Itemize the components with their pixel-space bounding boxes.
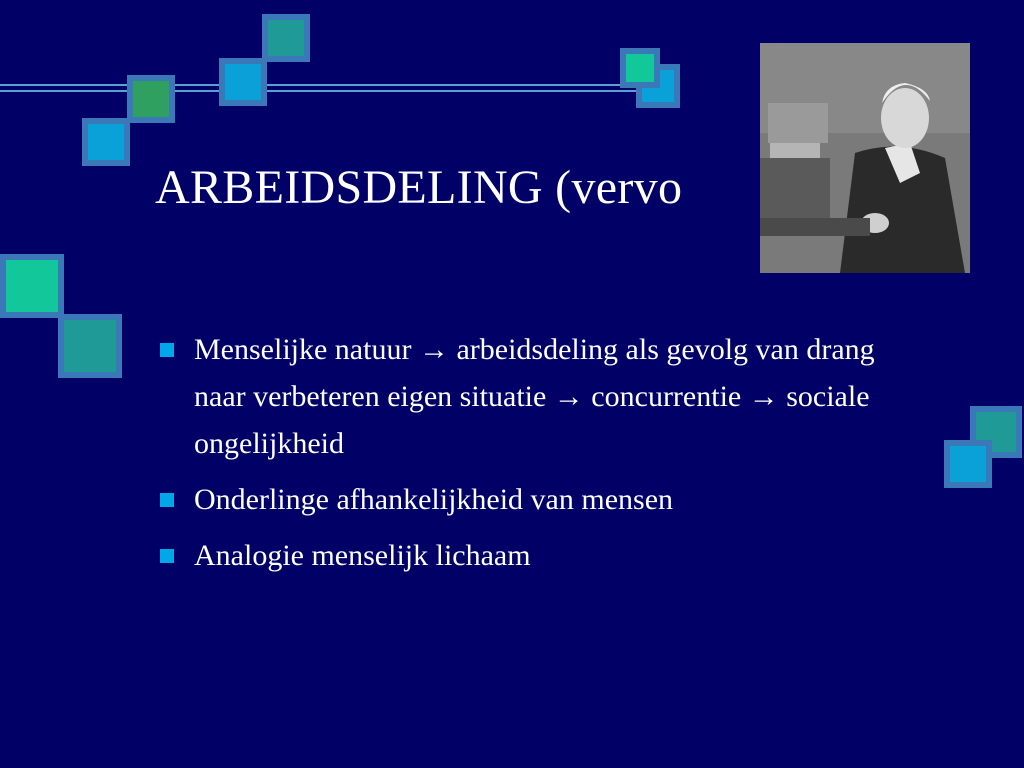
decor-square: [82, 118, 130, 166]
bullet-text: Menselijke natuur → arbeidsdeling als gevolg van drang naar verbeteren eigen situatie → concurrentie → sociale ongelijkheid: [194, 333, 875, 460]
decor-square: [944, 440, 992, 488]
bullet-item: [160, 532, 920, 579]
decor-square: [127, 75, 175, 123]
bullet-text: Onderlinge afhankelijkheid van mensen: [194, 483, 674, 516]
decor-square: [620, 48, 660, 88]
bullet-item: [160, 326, 920, 467]
bullet-square-icon: [160, 493, 174, 507]
decor-line: [0, 84, 660, 86]
bullet-list: [160, 326, 920, 588]
portrait-photo: [760, 43, 970, 273]
decor-line: [0, 90, 660, 92]
decor-square: [58, 314, 122, 378]
bullet-square-icon: [160, 343, 174, 357]
slide-title: ARBEIDSDELING (vervo: [155, 161, 683, 214]
decor-square: [0, 254, 64, 318]
bullet-item: [160, 476, 920, 523]
portrait-drawing: [760, 43, 970, 273]
decor-square: [262, 14, 310, 62]
bullet-text: Analogie menselijk lichaam: [194, 539, 531, 572]
decor-square: [219, 58, 267, 106]
bullet-square-icon: [160, 549, 174, 563]
